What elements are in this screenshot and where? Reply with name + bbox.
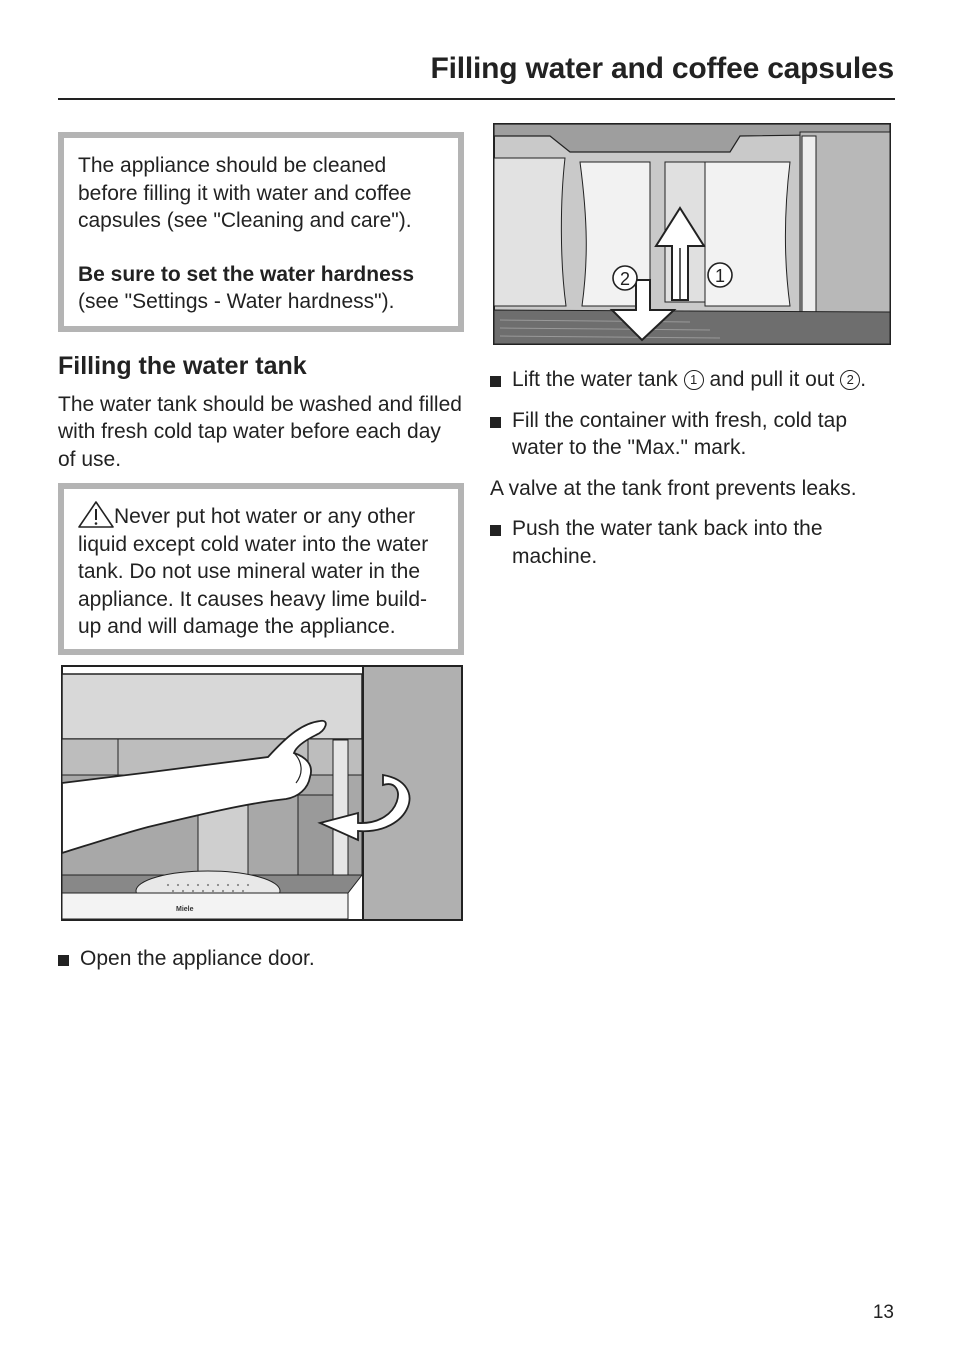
left-column xyxy=(58,132,464,972)
page-number: 13 xyxy=(872,1302,894,1323)
step-fill-container xyxy=(490,407,894,462)
step-lift-tank xyxy=(490,366,894,394)
step-open-door xyxy=(58,945,464,973)
valve-info: A valve at the tank front prevents leaks. xyxy=(490,476,857,500)
step-push-back xyxy=(490,515,894,570)
step-push-text: Push the water tank back into the machine. xyxy=(512,517,823,568)
brand-logo: Miele xyxy=(176,905,194,913)
section-title: Filling the water tank xyxy=(58,351,307,380)
warning-triangle-icon xyxy=(78,501,114,528)
step-lift-b: and pull it out xyxy=(709,368,835,391)
note-box xyxy=(58,132,464,332)
note-hardness xyxy=(78,261,444,316)
step-lift-a: Lift the water tank xyxy=(512,368,678,391)
title-divider xyxy=(58,98,895,100)
figure-label-2: 2 xyxy=(619,269,631,289)
bullet-square xyxy=(490,525,501,536)
right-column xyxy=(490,122,894,570)
open-door-illustration xyxy=(58,665,464,925)
note-tail: (see "Settings - Water hardness"). xyxy=(78,290,395,313)
step-open-door-text: Open the appliance door. xyxy=(80,946,315,970)
section-intro: The water tank should be washed and filled with fresh cold tap water before each day of use. xyxy=(58,392,462,471)
figure-label-1: 1 xyxy=(714,266,726,286)
warning-text: Never put hot water or any other liquid except cold water into the water tank. Do not use mineral water in the appliance. It causes heavy lime build-up and will damage the appliance. xyxy=(78,505,429,638)
step-lift-c: . xyxy=(860,368,867,391)
bullet-square xyxy=(490,417,501,428)
note-text: The appliance should be cleaned before filling it with water and coffee capsules (see "Cleaning and care"). xyxy=(78,154,412,232)
bullet-square xyxy=(490,376,501,387)
bullet-square xyxy=(58,955,69,966)
circled-number-2: 2 xyxy=(840,370,860,390)
page-title: Filling water and coffee capsules xyxy=(430,52,894,85)
water-tank-illustration xyxy=(490,122,894,348)
circled-number-1: 1 xyxy=(684,370,704,390)
note-bold: Be sure to set the water hardness xyxy=(78,262,415,286)
step-fill-text: Fill the container with fresh, cold tap water to the "Max." mark. xyxy=(512,408,847,459)
warning-box xyxy=(58,483,464,655)
